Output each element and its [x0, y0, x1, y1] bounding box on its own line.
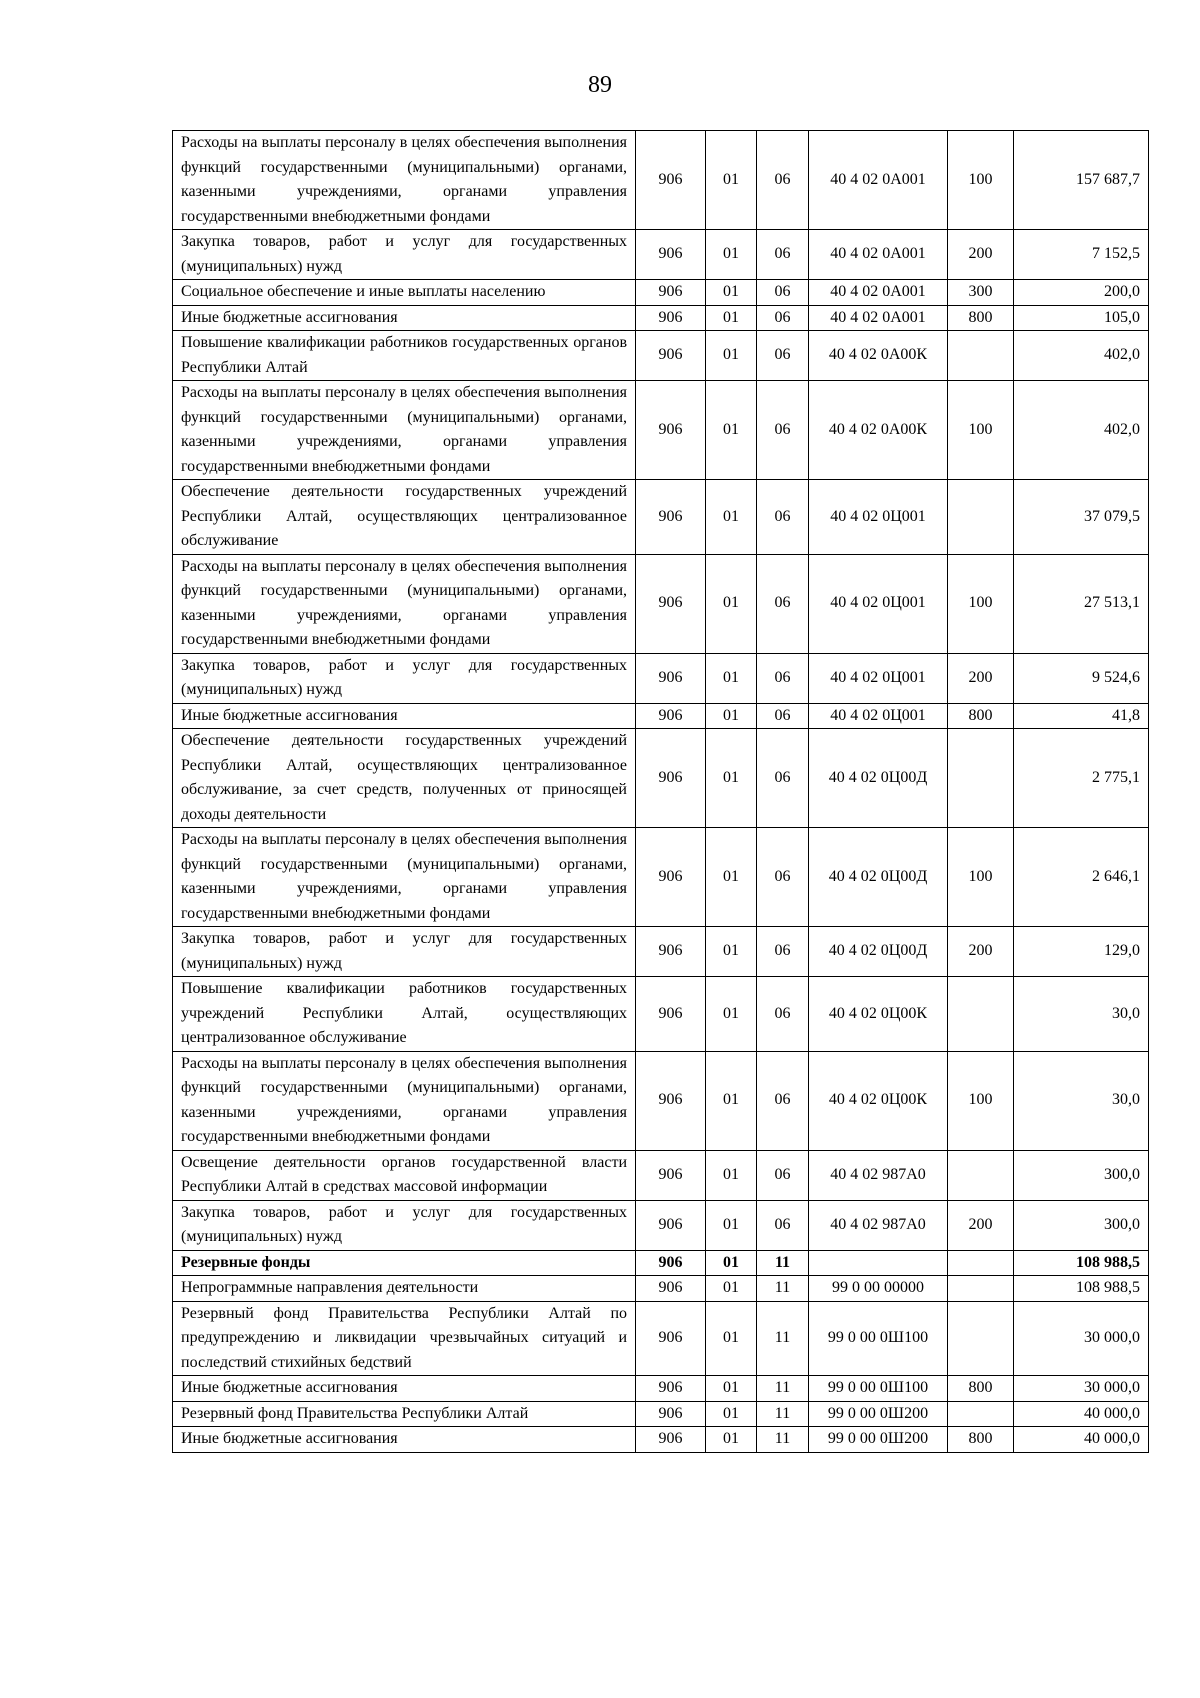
- subsection-code: 06: [757, 1051, 809, 1150]
- target-code: 40 4 02 0Ц001: [809, 554, 948, 653]
- ministry-code: 906: [636, 1301, 706, 1376]
- amount: 30,0: [1014, 1051, 1149, 1150]
- row-name: Расходы на выплаты персоналу в целях обеспечения выполнения функций государственными (муниципальными) органами, казенными учреждениями, органами управления государственными внебюджетными фондами: [173, 131, 636, 230]
- table-row: [173, 653, 1149, 703]
- table-row: [173, 331, 1149, 381]
- amount: 41,8: [1014, 703, 1149, 729]
- amount: 7 152,5: [1014, 230, 1149, 280]
- ministry-code: 906: [636, 480, 706, 555]
- section-code: 01: [706, 331, 757, 381]
- target-code: 40 4 02 0А001: [809, 305, 948, 331]
- subsection-code: 06: [757, 703, 809, 729]
- target-code: 40 4 02 0А001: [809, 280, 948, 306]
- expense-type-code: 200: [948, 1200, 1014, 1250]
- target-code: 40 4 02 987А0: [809, 1200, 948, 1250]
- section-code: 01: [706, 703, 757, 729]
- table-row: [173, 977, 1149, 1052]
- amount: 9 524,6: [1014, 653, 1149, 703]
- row-name: Иные бюджетные ассигнования: [173, 703, 636, 729]
- section-code: 01: [706, 280, 757, 306]
- section-code: 01: [706, 1150, 757, 1200]
- ministry-code: 906: [636, 703, 706, 729]
- row-name: Резервный фонд Правительства Республики Алтай: [173, 1401, 636, 1427]
- amount: 105,0: [1014, 305, 1149, 331]
- row-name: Расходы на выплаты персоналу в целях обеспечения выполнения функций государственными (муниципальными) органами, казенными учреждениями, органами управления государственными внебюджетными фондами: [173, 828, 636, 927]
- subsection-code: 06: [757, 381, 809, 480]
- section-code: 01: [706, 1376, 757, 1402]
- target-code: 40 4 02 0А001: [809, 131, 948, 230]
- ministry-code: 906: [636, 331, 706, 381]
- ministry-code: 906: [636, 1250, 706, 1276]
- section-code: 01: [706, 480, 757, 555]
- expense-type-code: [948, 1301, 1014, 1376]
- ministry-code: 906: [636, 729, 706, 828]
- target-code: 40 4 02 987А0: [809, 1150, 948, 1200]
- ministry-code: 906: [636, 927, 706, 977]
- ministry-code: 906: [636, 653, 706, 703]
- subsection-code: 06: [757, 280, 809, 306]
- table-row: [173, 828, 1149, 927]
- ministry-code: 906: [636, 1427, 706, 1453]
- section-code: 01: [706, 1051, 757, 1150]
- target-code: 99 0 00 0Ш100: [809, 1376, 948, 1402]
- amount: 157 687,7: [1014, 131, 1149, 230]
- target-code: 40 4 02 0Ц00Д: [809, 729, 948, 828]
- subsection-code: 06: [757, 927, 809, 977]
- subsection-code: 11: [757, 1276, 809, 1302]
- section-code: 01: [706, 131, 757, 230]
- table-row: [173, 131, 1149, 230]
- ministry-code: 906: [636, 305, 706, 331]
- ministry-code: 906: [636, 230, 706, 280]
- row-name: Иные бюджетные ассигнования: [173, 305, 636, 331]
- expense-type-code: [948, 1276, 1014, 1302]
- expense-type-code: [948, 1150, 1014, 1200]
- expense-type-code: 100: [948, 828, 1014, 927]
- ministry-code: 906: [636, 1200, 706, 1250]
- page-number: 89: [588, 72, 612, 98]
- row-name: Социальное обеспечение и иные выплаты населению: [173, 280, 636, 306]
- row-name: Обеспечение деятельности государственных учреждений Республики Алтай, осуществляющих централизованное обслуживание, за счет средств, полученных от приносящей доходы деятельности: [173, 729, 636, 828]
- row-name: Повышение квалификации работников государственных учреждений Республики Алтай, осуществляющих централизованное обслуживание: [173, 977, 636, 1052]
- row-name: Расходы на выплаты персоналу в целях обеспечения выполнения функций государственными (муниципальными) органами, казенными учреждениями, органами управления государственными внебюджетными фондами: [173, 381, 636, 480]
- section-code: 01: [706, 828, 757, 927]
- amount: 2 646,1: [1014, 828, 1149, 927]
- row-name: Закупка товаров, работ и услуг для государственных (муниципальных) нужд: [173, 653, 636, 703]
- subsection-code: 11: [757, 1427, 809, 1453]
- amount: 30,0: [1014, 977, 1149, 1052]
- subsection-code: 06: [757, 1200, 809, 1250]
- expense-type-code: [948, 977, 1014, 1052]
- row-name: Закупка товаров, работ и услуг для государственных (муниципальных) нужд: [173, 1200, 636, 1250]
- amount: 402,0: [1014, 331, 1149, 381]
- section-code: 01: [706, 1401, 757, 1427]
- expense-type-code: 300: [948, 280, 1014, 306]
- ministry-code: 906: [636, 828, 706, 927]
- expense-type-code: 100: [948, 554, 1014, 653]
- subsection-code: 11: [757, 1376, 809, 1402]
- amount: 27 513,1: [1014, 554, 1149, 653]
- amount: 40 000,0: [1014, 1427, 1149, 1453]
- section-code: 01: [706, 1427, 757, 1453]
- row-name: Закупка товаров, работ и услуг для государственных (муниципальных) нужд: [173, 230, 636, 280]
- row-name: Резервные фонды: [173, 1250, 636, 1276]
- subsection-code: 06: [757, 554, 809, 653]
- table-row: [173, 927, 1149, 977]
- expense-type-code: 100: [948, 1051, 1014, 1150]
- table-row: [173, 554, 1149, 653]
- ministry-code: 906: [636, 1150, 706, 1200]
- target-code: 40 4 02 0Ц00Д: [809, 828, 948, 927]
- table-row: [173, 1150, 1149, 1200]
- subsection-code: 11: [757, 1250, 809, 1276]
- target-code: 40 4 02 0А00К: [809, 381, 948, 480]
- target-code: 99 0 00 0Ш200: [809, 1401, 948, 1427]
- table-row: [173, 280, 1149, 306]
- section-code: 01: [706, 729, 757, 828]
- table-row: [173, 1376, 1149, 1402]
- target-code: 99 0 00 0Ш200: [809, 1427, 948, 1453]
- subsection-code: 06: [757, 230, 809, 280]
- expense-type-code: 800: [948, 1376, 1014, 1402]
- ministry-code: 906: [636, 381, 706, 480]
- expense-type-code: [948, 480, 1014, 555]
- row-name: Освещение деятельности органов государственной власти Республики Алтай в средствах массовой информации: [173, 1150, 636, 1200]
- target-code: 40 4 02 0Ц00К: [809, 1051, 948, 1150]
- row-name: Иные бюджетные ассигнования: [173, 1427, 636, 1453]
- ministry-code: 906: [636, 1376, 706, 1402]
- amount: 108 988,5: [1014, 1276, 1149, 1302]
- row-name: Непрограммные направления деятельности: [173, 1276, 636, 1302]
- table-row: [173, 1427, 1149, 1453]
- amount: 108 988,5: [1014, 1250, 1149, 1276]
- subsection-code: 06: [757, 480, 809, 555]
- target-code: 40 4 02 0А00К: [809, 331, 948, 381]
- subsection-code: 06: [757, 131, 809, 230]
- budget-table: [172, 130, 1149, 1453]
- table-row: [173, 1250, 1149, 1276]
- ministry-code: 906: [636, 1051, 706, 1150]
- target-code: 40 4 02 0А001: [809, 230, 948, 280]
- amount: 402,0: [1014, 381, 1149, 480]
- subsection-code: 11: [757, 1401, 809, 1427]
- subsection-code: 06: [757, 653, 809, 703]
- expense-type-code: [948, 1250, 1014, 1276]
- amount: 30 000,0: [1014, 1301, 1149, 1376]
- subsection-code: 06: [757, 729, 809, 828]
- table-row: [173, 703, 1149, 729]
- expense-type-code: 100: [948, 131, 1014, 230]
- ministry-code: 906: [636, 280, 706, 306]
- table-row: [173, 305, 1149, 331]
- ministry-code: 906: [636, 1276, 706, 1302]
- section-code: 01: [706, 1250, 757, 1276]
- ministry-code: 906: [636, 977, 706, 1052]
- amount: 129,0: [1014, 927, 1149, 977]
- subsection-code: 06: [757, 305, 809, 331]
- expense-type-code: 800: [948, 703, 1014, 729]
- ministry-code: 906: [636, 554, 706, 653]
- section-code: 01: [706, 927, 757, 977]
- row-name: Закупка товаров, работ и услуг для государственных (муниципальных) нужд: [173, 927, 636, 977]
- amount: 300,0: [1014, 1150, 1149, 1200]
- expense-type-code: [948, 331, 1014, 381]
- expense-type-code: 800: [948, 305, 1014, 331]
- amount: 2 775,1: [1014, 729, 1149, 828]
- expense-type-code: 200: [948, 230, 1014, 280]
- section-code: 01: [706, 977, 757, 1052]
- table-row: [173, 1200, 1149, 1250]
- section-code: 01: [706, 230, 757, 280]
- expense-type-code: 200: [948, 653, 1014, 703]
- row-name: Повышение квалификации работников государственных органов Республики Алтай: [173, 331, 636, 381]
- target-code: [809, 1250, 948, 1276]
- row-name: Иные бюджетные ассигнования: [173, 1376, 636, 1402]
- subsection-code: 11: [757, 1301, 809, 1376]
- section-code: 01: [706, 1276, 757, 1302]
- expense-type-code: 800: [948, 1427, 1014, 1453]
- target-code: 99 0 00 00000: [809, 1276, 948, 1302]
- row-name: Обеспечение деятельности государственных учреждений Республики Алтай, осуществляющих централизованное обслуживание: [173, 480, 636, 555]
- subsection-code: 06: [757, 331, 809, 381]
- table-row: [173, 1276, 1149, 1302]
- subsection-code: 06: [757, 828, 809, 927]
- row-name: Расходы на выплаты персоналу в целях обеспечения выполнения функций государственными (муниципальными) органами, казенными учреждениями, органами управления государственными внебюджетными фондами: [173, 554, 636, 653]
- amount: 30 000,0: [1014, 1376, 1149, 1402]
- amount: 37 079,5: [1014, 480, 1149, 555]
- table-row: [173, 1051, 1149, 1150]
- expense-type-code: [948, 729, 1014, 828]
- subsection-code: 06: [757, 977, 809, 1052]
- table-row: [173, 1301, 1149, 1376]
- target-code: 40 4 02 0Ц001: [809, 480, 948, 555]
- amount: 40 000,0: [1014, 1401, 1149, 1427]
- table-row: [173, 729, 1149, 828]
- section-code: 01: [706, 305, 757, 331]
- table-row: [173, 1401, 1149, 1427]
- section-code: 01: [706, 554, 757, 653]
- ministry-code: 906: [636, 131, 706, 230]
- expense-type-code: 200: [948, 927, 1014, 977]
- subsection-code: 06: [757, 1150, 809, 1200]
- row-name: Резервный фонд Правительства Республики Алтай по предупреждению и ликвидации чрезвычайных ситуаций и последствий стихийных бедствий: [173, 1301, 636, 1376]
- target-code: 40 4 02 0Ц001: [809, 653, 948, 703]
- section-code: 01: [706, 1200, 757, 1250]
- ministry-code: 906: [636, 1401, 706, 1427]
- section-code: 01: [706, 1301, 757, 1376]
- section-code: 01: [706, 653, 757, 703]
- table-row: [173, 381, 1149, 480]
- amount: 300,0: [1014, 1200, 1149, 1250]
- target-code: 40 4 02 0Ц00К: [809, 977, 948, 1052]
- table-row: [173, 230, 1149, 280]
- row-name: Расходы на выплаты персоналу в целях обеспечения выполнения функций государственными (муниципальными) органами, казенными учреждениями, органами управления государственными внебюджетными фондами: [173, 1051, 636, 1150]
- section-code: 01: [706, 381, 757, 480]
- table-row: [173, 480, 1149, 555]
- expense-type-code: [948, 1401, 1014, 1427]
- budget-table-body: [173, 131, 1149, 1453]
- amount: 200,0: [1014, 280, 1149, 306]
- target-code: 99 0 00 0Ш100: [809, 1301, 948, 1376]
- expense-type-code: 100: [948, 381, 1014, 480]
- target-code: 40 4 02 0Ц001: [809, 703, 948, 729]
- target-code: 40 4 02 0Ц00Д: [809, 927, 948, 977]
